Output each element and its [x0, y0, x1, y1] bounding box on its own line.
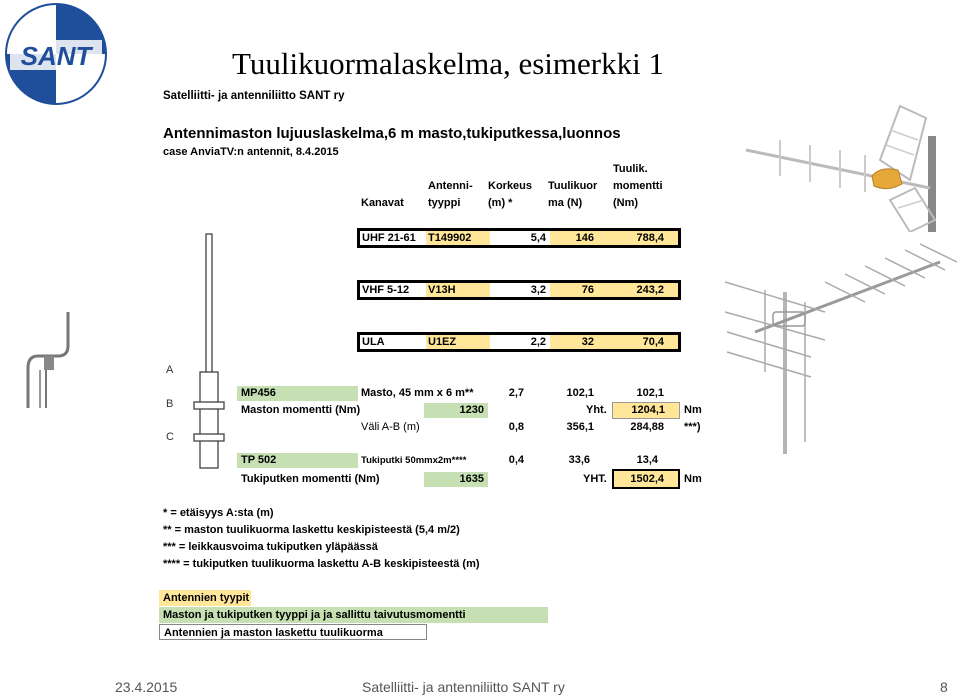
tube-moment-label: Tukiputken momentti (Nm)	[241, 473, 380, 485]
mast-momentti: 102,1	[636, 387, 664, 399]
footer-page-number: 8	[940, 679, 948, 695]
mast-kuorma: 102,1	[566, 387, 594, 399]
mast-vali-note: ***)	[684, 421, 701, 433]
header-antenni: Antenni- tyyppi	[428, 180, 473, 209]
mast-vali-kuorma: 356,1	[566, 421, 594, 433]
legend-antenna-types: Antennien tyypit	[159, 590, 251, 606]
note-3: *** = leikkausvoima tukiputken yläpäässä	[163, 541, 378, 553]
tube-kuorma: 33,6	[568, 454, 590, 466]
mast-type: MP456	[237, 386, 358, 401]
header-momentti: Tuulik. momentti (Nm)	[613, 163, 663, 209]
note-2: ** = maston tuulikuorma laskettu keskipisteestä (5,4 m/2)	[163, 524, 460, 536]
tube-desc: Tukiputki 50mmx2m****	[361, 455, 467, 466]
mast-moment-value: 1230	[424, 403, 488, 418]
mast-vali-korkeus: 0,8	[508, 421, 524, 433]
tube-yht-unit: Nm	[684, 473, 702, 485]
case-line: case AnviaTV:n antennit, 8.4.2015	[163, 146, 339, 158]
header-korkeus: Korkeus (m) *	[488, 180, 533, 209]
mast-korkeus: 2,7	[508, 387, 524, 399]
calc-heading: Antennimaston lujuuslaskelma,6 m masto,tukiputkessa,luonnos	[163, 125, 621, 142]
footer-org: Satelliitti- ja antenniliitto SANT ry	[362, 679, 565, 695]
header-kanavat: Kanavat	[361, 197, 404, 209]
tube-momentti: 13,4	[636, 454, 658, 466]
tube-yht-label: YHT.	[583, 473, 607, 485]
antenna-row-uhf: UHF 21-61 T149902 5,4 146 788,4	[357, 228, 681, 248]
legend-calculated-load: Antennien ja maston laskettu tuulikuorma	[159, 624, 427, 640]
tube-type: TP 502	[237, 453, 358, 468]
org-name: Satelliitti- ja antenniliitto SANT ry	[163, 90, 345, 102]
antenna-row-ula: ULA U1EZ 2,2 32 70,4	[357, 332, 681, 352]
mast-yht-unit: Nm	[684, 404, 702, 416]
mast-yht-value: 1204,1	[612, 402, 680, 419]
tube-moment-value: 1635	[424, 472, 488, 487]
mast-label-c: C	[166, 431, 174, 443]
header-tuulikuorma: Tuulikuor ma (N)	[548, 180, 598, 209]
logo-text: SANT	[20, 41, 92, 71]
mast-label-b: B	[166, 398, 174, 410]
tube-korkeus: 0,4	[508, 454, 524, 466]
mast-moment-label: Maston momentti (Nm)	[241, 404, 361, 416]
vhf-antenna-image	[715, 232, 960, 454]
uhf-antenna-image	[740, 100, 945, 235]
mast-yht-label: Yht.	[586, 404, 607, 416]
tube-yht-value: 1502,4	[612, 469, 680, 489]
note-4: **** = tukiputken tuulikuorma laskettu A-B keskipisteestä (m)	[163, 558, 480, 570]
antenna-row-vhf: VHF 5-12 V13H 3,2 76 243,2	[357, 280, 681, 300]
sant-logo	[4, 2, 108, 106]
mast-vali-momentti: 284,88	[630, 421, 664, 433]
mast-desc: Masto, 45 mm x 6 m**	[361, 387, 474, 399]
legend-mast-types: Maston ja tukiputken tyyppi ja ja sallittu taivutusmomentti	[159, 607, 548, 623]
mast-vali-label: Väli A-B (m)	[361, 421, 420, 433]
note-1: * = etäisyys A:sta (m)	[163, 507, 274, 519]
mast-label-a: A	[166, 364, 174, 376]
page-title: Tuulikuormalaskelma, esimerkki 1	[232, 46, 664, 81]
bracket-drawing	[20, 308, 80, 414]
notes	[163, 505, 480, 573]
footer-date: 23.4.2015	[115, 679, 178, 695]
